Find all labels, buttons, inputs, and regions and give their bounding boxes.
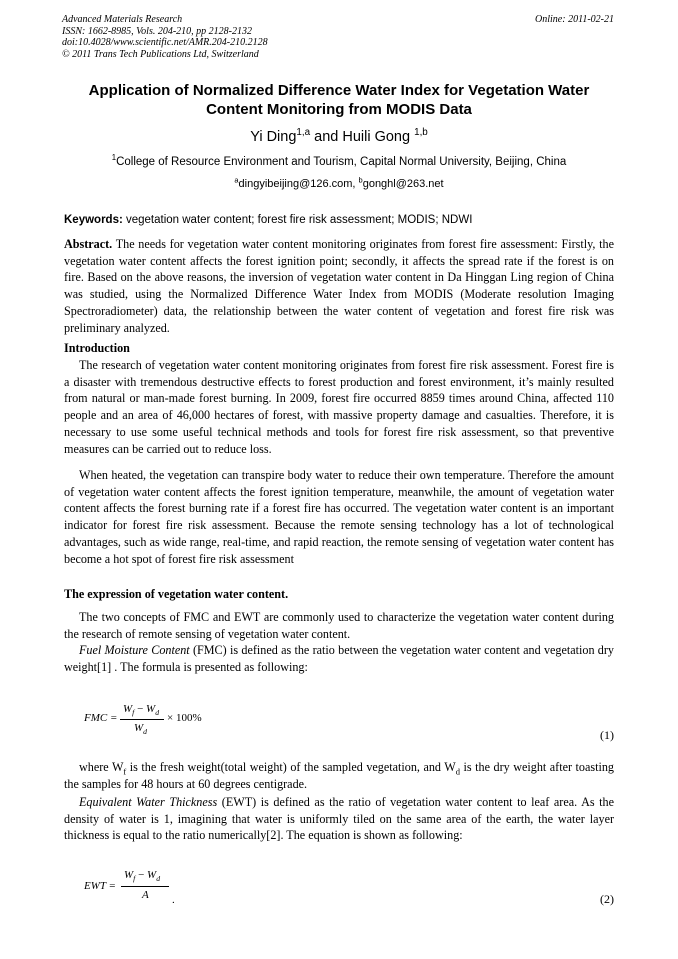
eq1-num-sub2: d: [155, 708, 160, 718]
keywords-label: Keywords:: [64, 214, 123, 226]
fmc-definition: (FMC) is defined as the ratio between the vegetation water content and vegetation dry weight[1] . The formula is presented as following:: [64, 643, 614, 674]
eq1-num-sub1: f: [132, 708, 135, 718]
eq1-times: × 100%: [167, 712, 202, 724]
eq1-lhs: FMC =: [84, 712, 118, 724]
wf-sub: f: [123, 766, 127, 777]
eq2-lhs: EWT =: [84, 880, 116, 892]
eq2-num-w1: W: [124, 869, 134, 881]
section-paragraph-4: [64, 794, 614, 844]
section-paragraph-1: The two concepts of FMC and EWT are commonly used to characterize the vegetation water content during the research of remote sensing of vegetation water content.: [64, 610, 614, 641]
eq1-number: (1): [600, 728, 614, 742]
eq1-num-w2: W: [146, 703, 156, 715]
section-paragraph-2: [64, 642, 614, 675]
author-1: Yi Ding: [250, 129, 297, 145]
eq1-numerator: [123, 703, 160, 718]
fmc-term: Fuel Moisture Content: [79, 643, 190, 657]
intro-heading: Introduction: [64, 341, 130, 355]
eq2-num-sub1: f: [133, 874, 136, 884]
wf-intro: where W: [79, 760, 124, 774]
eq1-denominator: [134, 722, 148, 737]
eq1-fraction-bar: [120, 719, 164, 720]
author-list: [40, 129, 638, 145]
eq2-fraction-bar: [121, 886, 169, 887]
affiliation: [40, 153, 638, 168]
eq1-den-sub: d: [143, 727, 148, 737]
wd-sub: d: [455, 766, 461, 777]
author-2-affil: 1,b: [414, 127, 428, 139]
author-1-affil: 1,a: [296, 127, 311, 139]
section-paragraph-3: [64, 759, 614, 792]
title-line-2: Content Monitoring from MODIS Data: [206, 101, 472, 118]
eq2-denominator: A: [142, 889, 149, 901]
abstract: [64, 236, 614, 336]
online-date: Online: 2011-02-21: [535, 14, 614, 25]
intro-paragraph-2: When heated, the vegetation can transpire body water to reduce their own temperature. Therefore the amount of vegetation water content affects the forest ignition temperature, meanwhile, the amount of vegetation water content affects the forest burning rate if a forest fire has occurred. The vegetation water content is an important indicator for forest fire risk assessment. Because the remote sensing technology has a lot of technological advantages, such as wide range, real-time, and rapid reaction, the remote sensing of vegetation water content has become a hot spot of forest fire risk assessment: [64, 468, 614, 566]
ewt-definition: (EWT) is defined as the ratio of vegetation water content to leaf area. As the density of water is 1, imagining that water is uniformly tiled on the same area of the earth, the water layer thickness is equal to the ratio numerically[2]. The equation is shown as following:: [64, 795, 614, 843]
email-a-mark: a: [234, 175, 239, 185]
title-line-1: Application of Normalized Difference Water Index for Vegetation Water: [88, 82, 590, 99]
journal-name: Advanced Materials Research: [62, 14, 183, 25]
email-b: gonghl@263.net: [362, 178, 444, 190]
email-a: dingyibeijing@126.com,: [238, 178, 359, 190]
eq1-den-w: W: [134, 722, 144, 734]
section-heading-expression: The expression of vegetation water content.: [64, 587, 289, 601]
toasting-text: is the dry weight after toasting the samples for 48 hours at 60 degrees centigrade.: [64, 760, 614, 791]
ewt-term: Equivalent Water Thickness: [79, 795, 218, 809]
author-conjunction: and: [310, 129, 343, 145]
eq2-num-sub2: d: [156, 874, 161, 884]
eq2-num-w2: W: [147, 869, 157, 881]
abstract-text: The needs for vegetation water content monitoring originates from forest fire assessment: Firstly, the vegetation water content affects the forest ignition point; secondly, it affects the spread rate if the forest is on fire. Based on the above reasons, the inversion of vegetation water content in Da Hinggan Ling region of China was studied, using the Normalized Difference Water Index from MODIS (Moderate resolution Imaging Spectroradiometer) data, the relationship between the water content of vegetation and forest fire risk was preliminary analyzed.: [64, 237, 614, 335]
eq2-minus: −: [135, 869, 148, 881]
keywords: [64, 214, 616, 226]
copyright-line: © 2011 Trans Tech Publications Ltd, Switzerland: [62, 48, 259, 60]
wd-intro: is the fresh weight(total weight) of the sampled vegetation, and W: [126, 760, 456, 774]
keywords-text: vegetation water content; forest fire risk assessment; MODIS; NDWI: [122, 214, 473, 226]
intro-paragraph-1: The research of vegetation water content monitoring originates from forest fire risk assessment. Forest fire is a disaster with tremendous destructive effects to forest production and forest environment, it’s mainly resulted from natural or man-made forest burning. In 2009, forest fire occurred 8859 times around China, affected 110 people and an area of 46,000 hectares of forest, with massive property damage and casualties. Therefore, it is necessary to use some useful technical methods and tools for forest fire risk assessment, so that preventive measures can be carried out to reduce loss.: [64, 358, 614, 456]
eq1-num-w1: W: [123, 703, 133, 715]
affiliation-text: College of Resource Environment and Tourism, Capital Normal University, Beijing, China: [116, 156, 567, 168]
abstract-label: Abstract.: [64, 237, 113, 251]
paper-title: [40, 81, 638, 119]
eq2-dot: .: [172, 894, 175, 906]
journal-header: [62, 14, 268, 60]
eq1-minus: −: [134, 703, 147, 715]
email-b-mark: b: [358, 175, 363, 185]
issn-line: ISSN: 1662-8985, Vols. 204-210, pp 2128-2132: [62, 25, 252, 37]
affiliation-mark: 1: [111, 153, 117, 163]
eq2-numerator: [124, 869, 161, 884]
doi-line: doi:10.4028/www.scientific.net/AMR.204-210.2128: [62, 37, 268, 48]
author-emails: [40, 175, 638, 190]
author-2: Huili Gong: [342, 129, 415, 145]
eq2-number: (2): [600, 892, 614, 906]
